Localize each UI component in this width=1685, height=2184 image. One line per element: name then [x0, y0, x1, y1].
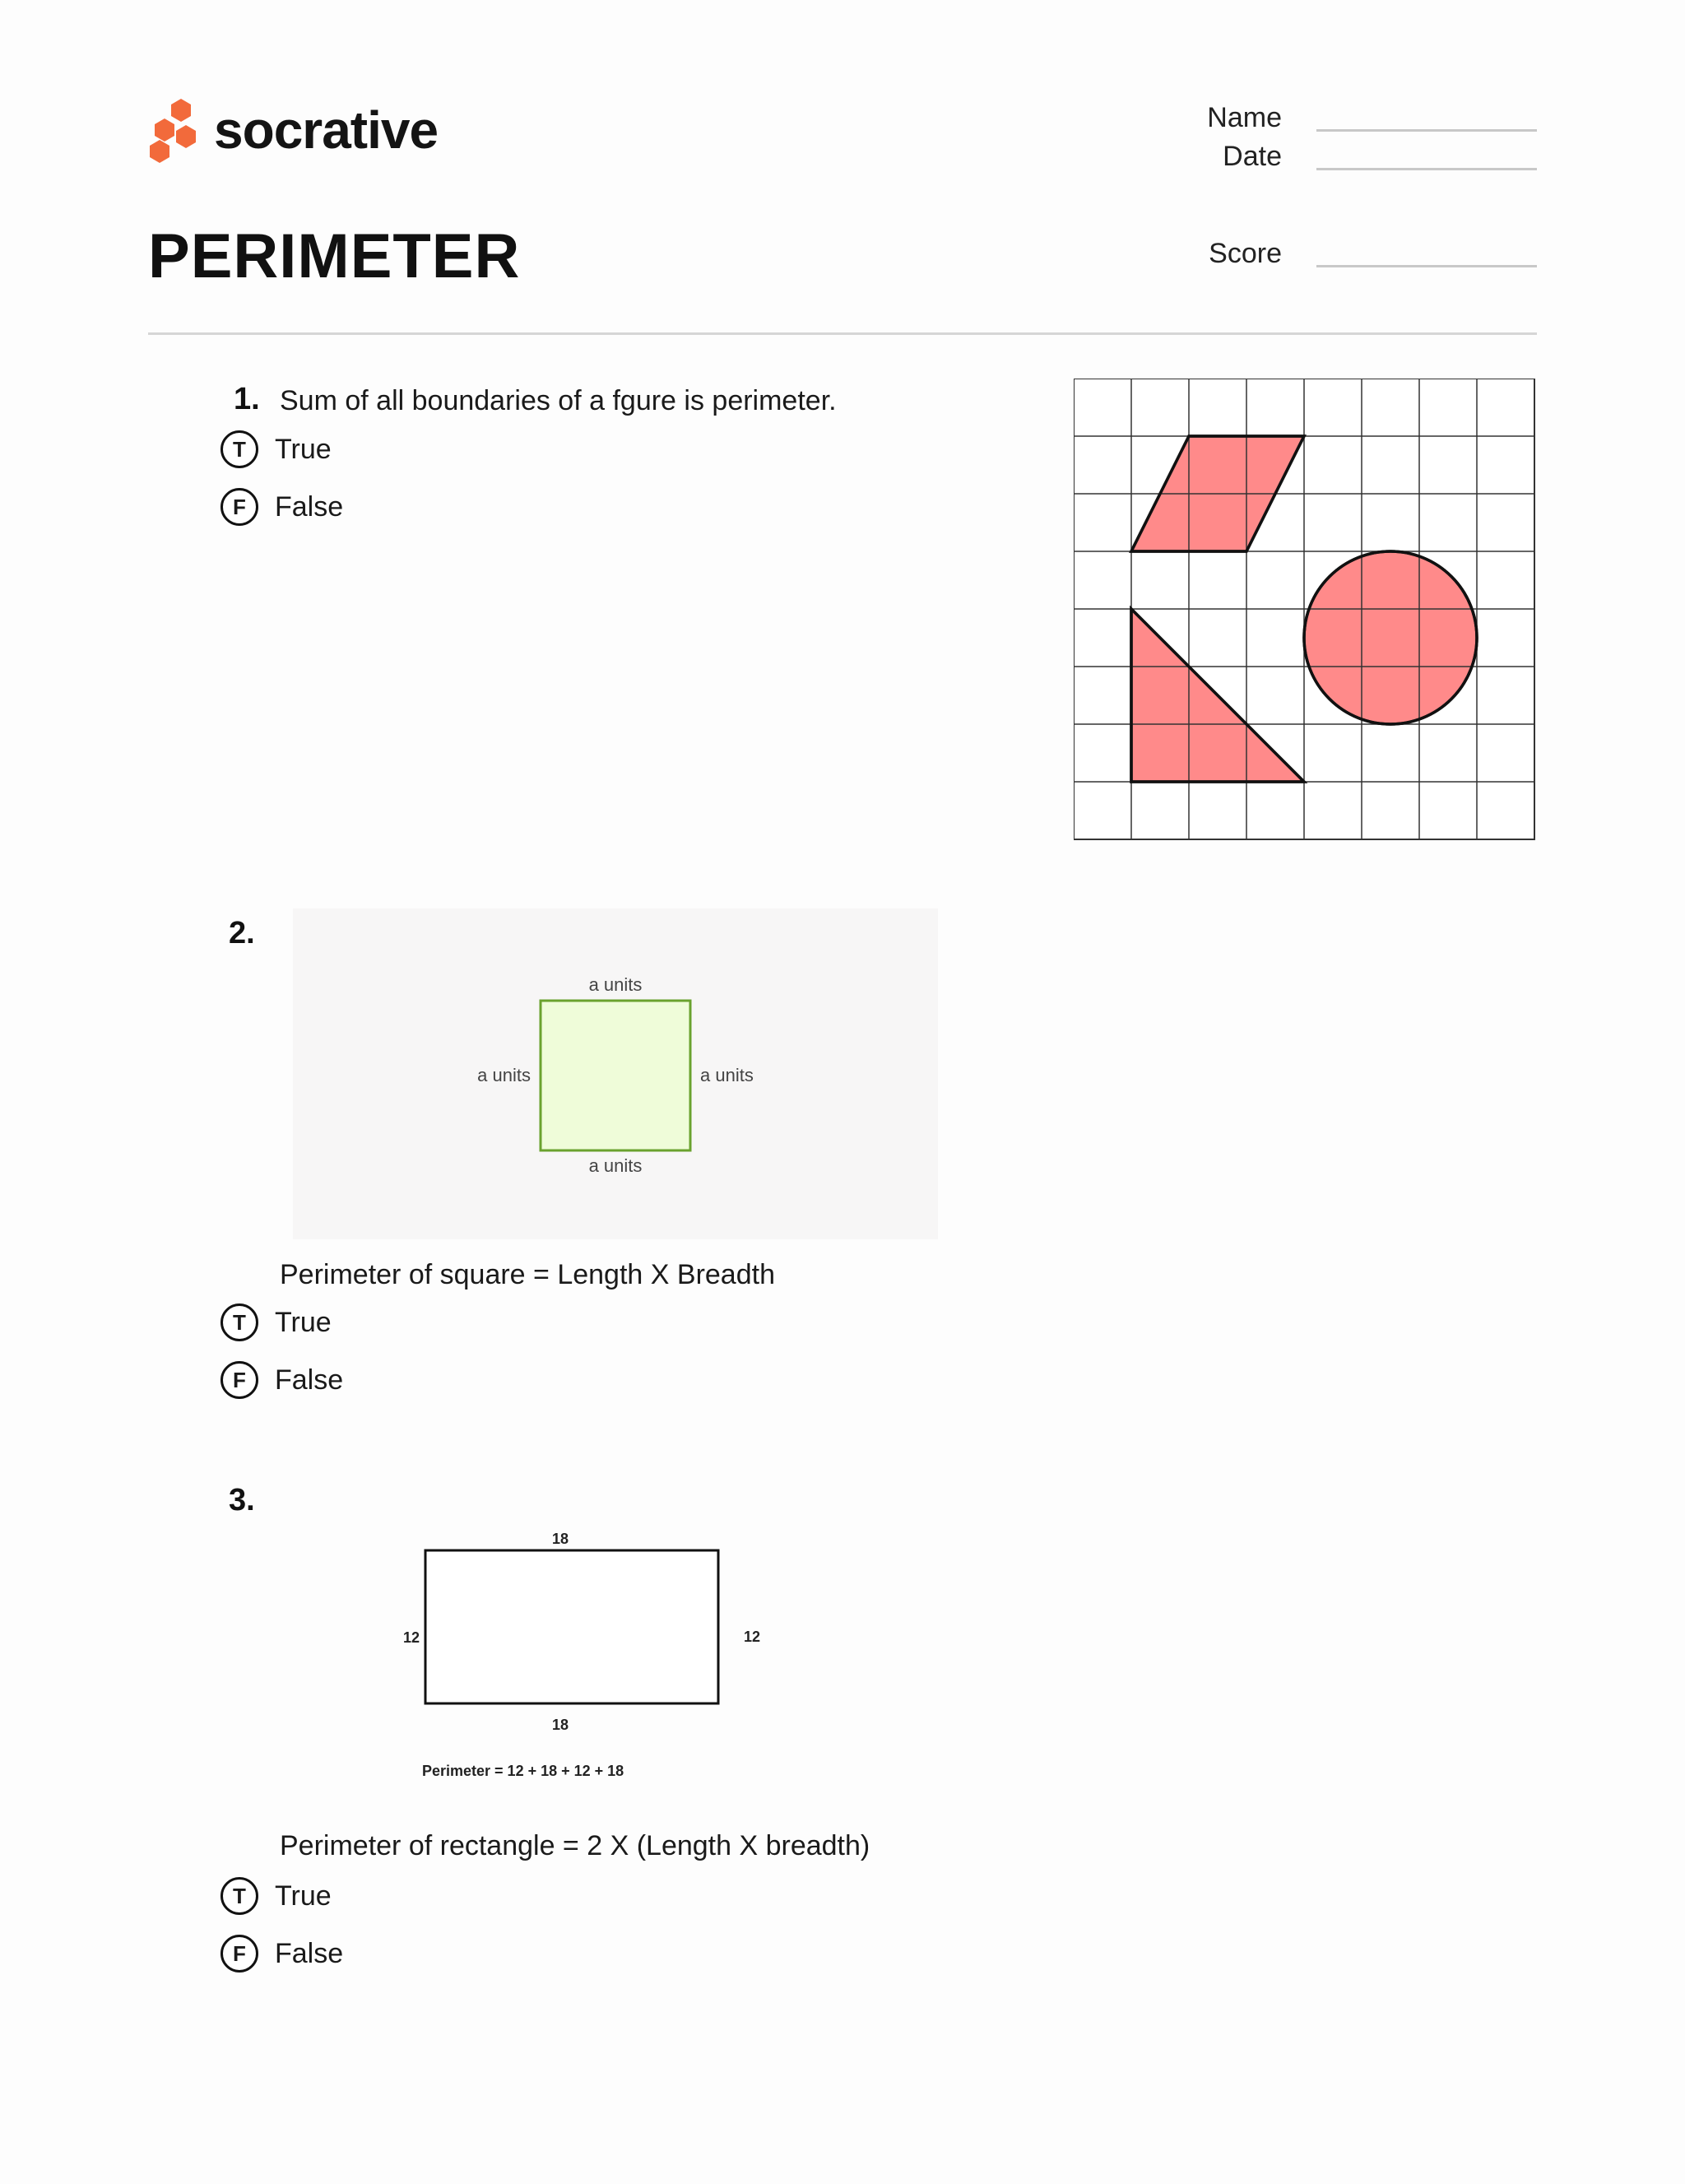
square-shape — [541, 1001, 690, 1150]
header-divider — [148, 332, 1537, 335]
question-1-number: 1. — [234, 382, 260, 416]
question-3-option-false[interactable] — [220, 1935, 343, 1973]
question-2-text: Perimeter of square = Length X Breadth — [280, 1259, 775, 1290]
option-true-label: True — [275, 1880, 332, 1912]
question-3-option-true[interactable] — [220, 1877, 332, 1915]
option-false-label: False — [275, 490, 344, 523]
question-1-option-false[interactable] — [220, 488, 343, 526]
option-false-label: False — [275, 1937, 344, 1969]
square-figure — [293, 908, 938, 1239]
square-label-left: a units — [477, 1065, 531, 1085]
option-true-label: True — [275, 433, 332, 465]
question-2-option-false[interactable] — [220, 1361, 343, 1399]
shapes-grid-figure — [1074, 379, 1536, 841]
square-label-top: a units — [588, 974, 643, 995]
square-label-right: a units — [700, 1065, 754, 1085]
question-3-text: Perimeter of rectangle = 2 X (Length X breadth) — [280, 1830, 870, 1861]
option-false-bubble[interactable]: F — [220, 488, 258, 526]
option-true-label: True — [275, 1306, 332, 1338]
score-label: Score — [1209, 238, 1282, 269]
question-2-option-true[interactable] — [220, 1303, 332, 1341]
rectangle-label-left: 12 — [402, 1629, 420, 1646]
name-field[interactable] — [1316, 129, 1537, 132]
logo-wordmark: socrative — [214, 100, 439, 160]
rectangle-formula: Perimeter = 12 + 18 + 12 + 18 — [422, 1763, 624, 1779]
socrative-logo — [148, 97, 438, 163]
option-true-bubble[interactable]: T — [220, 1877, 258, 1915]
question-1-option-true[interactable] — [220, 430, 332, 468]
question-2-number: 2. — [229, 916, 255, 950]
rectangle-label-bottom: 18 — [551, 1717, 569, 1733]
score-field[interactable] — [1316, 265, 1537, 267]
option-false-label: False — [275, 1364, 344, 1396]
rectangle-label-right: 12 — [743, 1629, 761, 1645]
square-label-bottom: a units — [588, 1155, 643, 1176]
rectangle-figure — [362, 1511, 806, 1791]
question-1-text: Sum of all boundaries of a fgure is perimeter. — [280, 385, 837, 416]
name-label: Name — [1207, 102, 1282, 133]
worksheet-title: PERIMETER — [148, 221, 521, 291]
rectangle-label-top: 18 — [551, 1531, 569, 1547]
option-false-bubble[interactable]: F — [220, 1935, 258, 1973]
rectangle-shape — [425, 1550, 718, 1703]
option-true-bubble[interactable]: T — [220, 1303, 258, 1341]
socrative-logo-icon — [148, 97, 199, 163]
date-label: Date — [1223, 141, 1282, 172]
question-3-number: 3. — [229, 1483, 255, 1517]
option-false-bubble[interactable]: F — [220, 1361, 258, 1399]
date-field[interactable] — [1316, 168, 1537, 170]
option-true-bubble[interactable]: T — [220, 430, 258, 468]
